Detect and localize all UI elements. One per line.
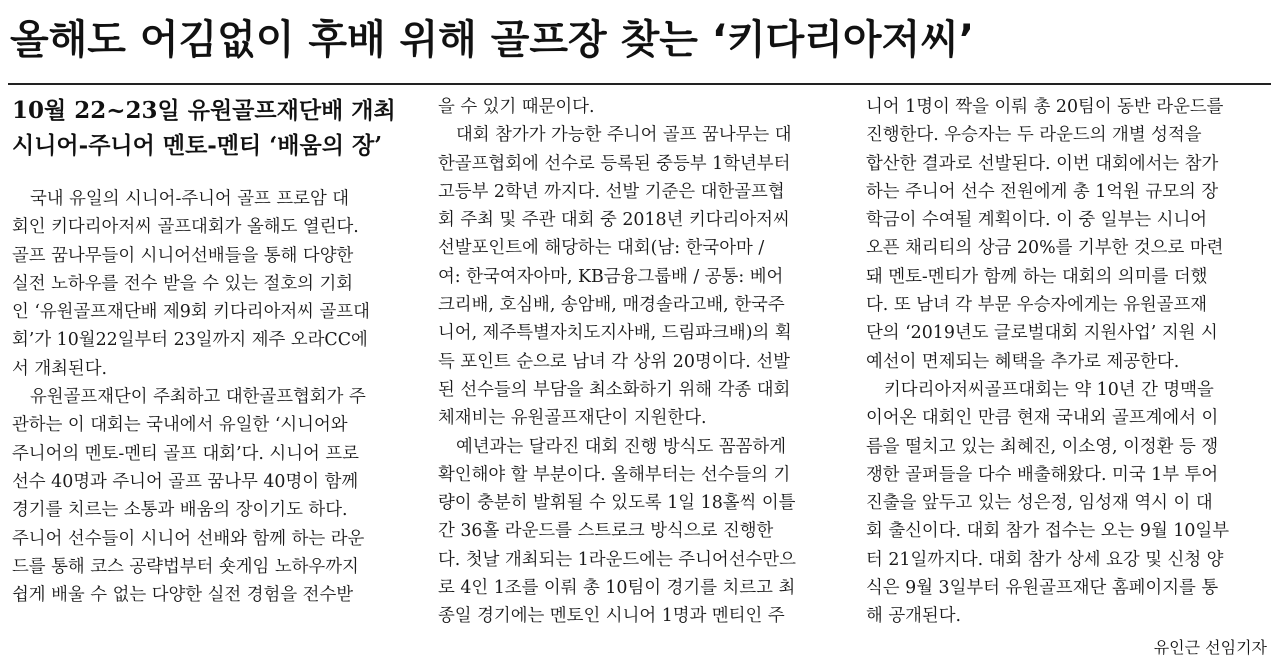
article-column-3	[866, 93, 1270, 631]
article-text-line: 회인 키다리아저씨 골프대회가 올해도 열린다.	[12, 217, 359, 238]
article-text-line: 득 포인트 순으로 남녀 각 상위 20명이다. 선발	[438, 351, 790, 372]
article-text-line: 드를 통해 코스 공략법부터 숏게임 노하우까지	[12, 556, 359, 577]
article-text-line: 로 4인 1조를 이뤄 총 10팀이 경기를 치르고 최	[438, 578, 796, 599]
article-text-line: 진출을 앞두고 있는 성은정, 임성재 역시 이 대	[866, 493, 1213, 514]
article-subheadings	[12, 93, 416, 163]
article-text-line: 골프 꿈나무들이 시니어선배들을 통해 다양한	[12, 245, 354, 266]
article-text-line: 니어, 제주특별자치도지사배, 드림파크배)의 획	[438, 323, 792, 344]
article-text-line: 회 주최 및 주관 대회 중 2018년 키다리아저씨	[438, 210, 790, 231]
article-text-line: 예선이 면제되는 혜택을 추가로 제공한다.	[866, 351, 1180, 372]
article-text-line: 회 출신이다. 대회 참가 접수는 오는 9월 10일부	[866, 521, 1230, 542]
article-text-line: 식은 9월 3일부터 유원골프재단 홈페이지를 통	[866, 578, 1219, 599]
article-text-line: 다. 첫날 개최되는 1라운드에는 주니어선수만으	[438, 549, 796, 570]
article-text-line: 체재비는 유원골프재단이 지원한다.	[438, 408, 707, 429]
article-text-line: 단의 ‘2019년도 글로벌대회 지원사업’ 지원 시	[866, 323, 1218, 344]
column-body	[438, 93, 842, 631]
article-text-line: 합산한 결과로 선발된다. 이번 대회에서는 참가	[866, 153, 1219, 174]
article-text-line: 해 공개된다.	[866, 606, 962, 627]
article-text-line: 예년과는 달라진 대회 진행 방식도 꼼꼼하게	[456, 436, 787, 457]
article-text-line: 터 21일까지다. 대회 참가 상세 요강 및 신청 양	[866, 549, 1224, 570]
article-text-line: 름을 떨치고 있는 최혜진, 이소영, 이정환 등 쟁	[866, 436, 1219, 457]
article-text-line: 간 36홀 라운드를 스트로크 방식으로 진행한	[438, 521, 774, 542]
article-text-line: 경기를 치르는 소통과 배움의 장이기도 하다.	[12, 500, 348, 521]
headline-divider	[8, 83, 1271, 85]
article-text-line: 다. 또 남녀 각 부문 우승자에게는 유원골프재	[866, 295, 1208, 316]
article-text-line: 주니어의 멘토-멘티 골프 대회’다. 시니어 프로	[12, 443, 359, 464]
article-text-line: 주니어 선수들이 시니어 선배와 함께 하는 라운	[12, 528, 365, 549]
article-text-line: 된 선수들의 부담을 최소화하기 위해 각종 대회	[438, 379, 791, 400]
article-text-line: 고등부 2학년 까지다. 선발 기준은 대한골프협	[438, 181, 785, 202]
article-headline: 올해도 어김없이 후배 위해 골프장 찾는 ‘키다리아저씨’	[10, 17, 975, 63]
article-text-line: 종일 경기에는 멘토인 시니어 1명과 멘티인 주	[438, 606, 785, 627]
reporter-byline: 유인근 선임기자	[1153, 638, 1267, 657]
article-text-line: 선발포인트에 해당하는 대회(남: 한국아마 /	[438, 238, 765, 259]
article-text-line: 인 ‘유원골프재단배 제9회 키다리아저씨 골프대	[12, 302, 370, 323]
article-text-line: 키다리아저씨골프대회는 약 10년 간 명맥을	[884, 379, 1214, 400]
article-text-line: 쉽게 배울 수 없는 다양한 실전 경험을 전수받	[12, 585, 354, 606]
article-column-1	[12, 93, 416, 609]
article-text-line: 회’가 10월22일부터 23일까지 제주 오라CC에	[12, 330, 368, 351]
subheading-1: 10월 22~23일 유원골프재단배 개최	[12, 97, 396, 124]
article-text-line: 유원골프재단이 주최하고 대한골프협회가 주	[30, 387, 366, 408]
column-body	[866, 93, 1270, 631]
article-text-line: 이어온 대회인 만큼 현재 국내외 골프계에서 이	[866, 408, 1219, 429]
column-body	[12, 185, 416, 609]
article-text-line: 오픈 채리티의 상금 20%를 기부한 것으로 마련	[866, 238, 1224, 259]
article-text-line: 한골프협회에 선수로 등록된 중등부 1학년부터	[438, 153, 791, 174]
article-text-line: 크리배, 호심배, 송암배, 매경솔라고배, 한국주	[438, 295, 785, 316]
subheading-2: 시니어-주니어 멘토-멘티 ‘배움의 장’	[12, 132, 383, 159]
article-text-line: 량이 충분히 발휘될 수 있도록 1일 18홀씩 이틀	[438, 493, 796, 514]
article-text-line: 진행한다. 우승자는 두 라운드의 개별 성적을	[866, 125, 1202, 146]
article-text-line: 대회 참가가 가능한 주니어 골프 꿈나무는 대	[456, 125, 792, 146]
article-text-line: 여: 한국여자아마, KB금융그룹배 / 공통: 베어	[438, 266, 784, 287]
article-text-line: 돼 멘토-멘티가 함께 하는 대회의 의미를 더했	[866, 266, 1208, 287]
article-text-line: 학금이 수여될 계획이다. 이 중 일부는 시니어	[866, 210, 1208, 231]
article-text-line: 국내 유일의 시니어-주니어 골프 프로암 대	[30, 189, 350, 209]
article-text-line: 하는 주니어 선수 전원에게 총 1억원 규모의 장	[866, 181, 1219, 202]
article-text-line: 실전 노하우를 전수 받을 수 있는 절호의 기회	[12, 273, 354, 294]
article-text-line: 서 개최된다.	[12, 358, 108, 379]
article-text-line: 쟁한 골퍼들을 다수 배출해왔다. 미국 1부 투어	[866, 464, 1219, 485]
article-text-line: 선수 40명과 주니어 골프 꿈나무 40명이 함께	[12, 471, 359, 492]
article-column-2	[438, 93, 842, 631]
article-text-line: 니어 1명이 짝을 이뤄 총 20팀이 동반 라운드를	[866, 97, 1224, 117]
article-text-line: 을 수 있기 때문이다.	[438, 97, 595, 117]
article-text-line: 확인해야 할 부분이다. 올해부터는 선수들의 기	[438, 464, 791, 485]
article-text-line: 관하는 이 대회는 국내에서 유일한 ‘시니어와	[12, 415, 348, 436]
